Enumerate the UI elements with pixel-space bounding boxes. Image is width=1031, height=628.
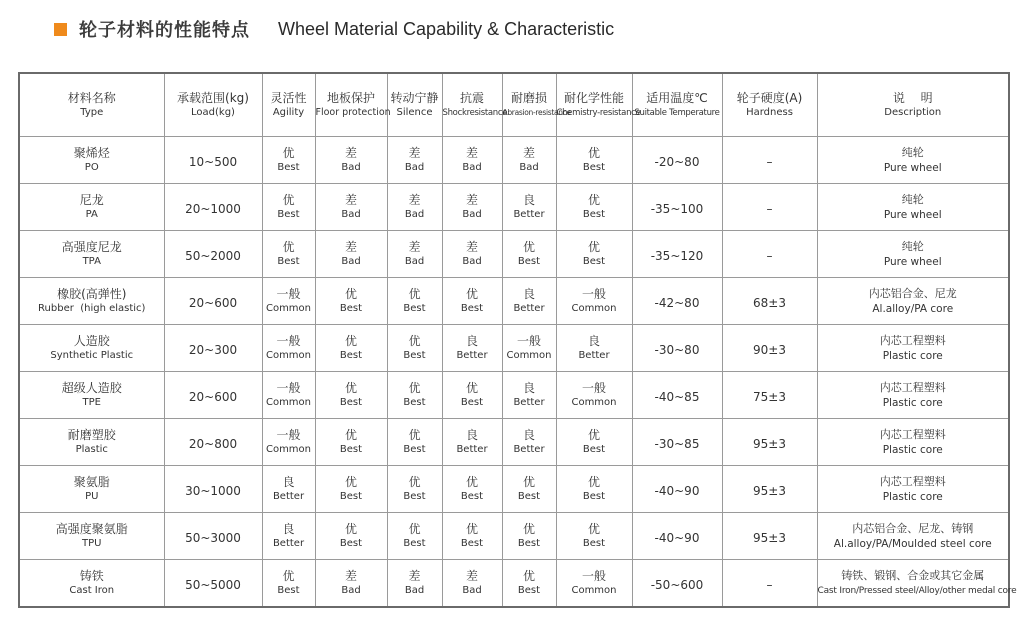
cell-description: 铸铁、锻钢、合金或其它金属 Cast Iron/Pressed steel/Alloy/other medal core <box>817 560 1009 608</box>
cell-chemistry: 良 Better <box>556 325 632 372</box>
cell-type: 聚氨脂 PU <box>19 466 164 513</box>
header-load: 承载范围(kg) Load(kg) <box>164 73 262 137</box>
cell-shock: 优 Best <box>442 278 502 325</box>
cell-agility: 一般 Common <box>262 325 315 372</box>
cell-agility: 一般 Common <box>262 278 315 325</box>
table-row <box>19 513 1009 560</box>
cell-load: 20~600 <box>164 372 262 419</box>
cell-agility: 一般 Common <box>262 419 315 466</box>
cell-agility: 良 Better <box>262 466 315 513</box>
header-temperature: 适用温度℃ Suitable Temperature <box>632 73 722 137</box>
cell-shock: 良 Better <box>442 325 502 372</box>
cell-abrasion: 优 Best <box>502 466 556 513</box>
cell-hardness: – <box>722 137 817 184</box>
cell-shock: 良 Better <box>442 419 502 466</box>
cell-description: 内芯铝合金、尼龙 Al.alloy/PA core <box>817 278 1009 325</box>
cell-description: 内芯工程塑料 Plastic core <box>817 466 1009 513</box>
header-silence: 转动宁静 Silence <box>387 73 442 137</box>
cell-silence: 优 Best <box>387 419 442 466</box>
cell-hardness: 68±3 <box>722 278 817 325</box>
cell-floor: 差 Bad <box>315 184 387 231</box>
cell-temperature: -40~90 <box>632 466 722 513</box>
cell-temperature: -35~120 <box>632 231 722 278</box>
cell-temperature: -20~80 <box>632 137 722 184</box>
cell-abrasion: 良 Better <box>502 184 556 231</box>
page-title-bar <box>54 16 614 42</box>
cell-type: 尼龙 PA <box>19 184 164 231</box>
cell-silence: 优 Best <box>387 278 442 325</box>
cell-shock: 差 Bad <box>442 137 502 184</box>
cell-load: 20~800 <box>164 419 262 466</box>
cell-description: 内芯工程塑料 Plastic core <box>817 325 1009 372</box>
cell-type: 高强度聚氨脂 TPU <box>19 513 164 560</box>
header-description: 说 明 Description <box>817 73 1009 137</box>
cell-chemistry: 一般 Common <box>556 560 632 608</box>
cell-load: 20~600 <box>164 278 262 325</box>
cell-load: 50~5000 <box>164 560 262 608</box>
cell-temperature: -40~85 <box>632 372 722 419</box>
cell-load: 20~300 <box>164 325 262 372</box>
cell-floor: 优 Best <box>315 325 387 372</box>
cell-chemistry: 优 Best <box>556 466 632 513</box>
table-row <box>19 419 1009 466</box>
table-row <box>19 560 1009 608</box>
cell-type: 超级人造胶 TPE <box>19 372 164 419</box>
cell-hardness: – <box>722 560 817 608</box>
cell-floor: 优 Best <box>315 466 387 513</box>
cell-chemistry: 优 Best <box>556 231 632 278</box>
cell-temperature: -35~100 <box>632 184 722 231</box>
material-table <box>18 72 1017 608</box>
table-row <box>19 466 1009 513</box>
cell-description: 内芯铝合金、尼龙、铸钢 Al.alloy/PA/Moulded steel core <box>817 513 1009 560</box>
cell-hardness: – <box>722 231 817 278</box>
cell-description: 纯轮 Pure wheel <box>817 184 1009 231</box>
cell-hardness: 75±3 <box>722 372 817 419</box>
cell-shock: 差 Bad <box>442 184 502 231</box>
cell-floor: 优 Best <box>315 372 387 419</box>
header-floor: 地板保护 Floor protection <box>315 73 387 137</box>
table-row <box>19 137 1009 184</box>
cell-load: 10~500 <box>164 137 262 184</box>
cell-temperature: -42~80 <box>632 278 722 325</box>
cell-floor: 差 Bad <box>315 231 387 278</box>
cell-type: 铸铁 Cast Iron <box>19 560 164 608</box>
cell-load: 50~3000 <box>164 513 262 560</box>
table-row <box>19 231 1009 278</box>
cell-floor: 差 Bad <box>315 137 387 184</box>
header-shock: 抗震 Shockresistance <box>442 73 502 137</box>
cell-floor: 差 Bad <box>315 560 387 608</box>
cell-silence: 差 Bad <box>387 137 442 184</box>
cell-silence: 优 Best <box>387 466 442 513</box>
cell-hardness: 90±3 <box>722 325 817 372</box>
cell-silence: 优 Best <box>387 372 442 419</box>
header-agility: 灵活性 Agility <box>262 73 315 137</box>
table-row <box>19 184 1009 231</box>
cell-chemistry: 一般 Common <box>556 278 632 325</box>
cell-abrasion: 优 Best <box>502 560 556 608</box>
cell-hardness: 95±3 <box>722 513 817 560</box>
cell-shock: 优 Best <box>442 466 502 513</box>
cell-silence: 优 Best <box>387 513 442 560</box>
cell-type: 耐磨塑胶 Plastic <box>19 419 164 466</box>
cell-temperature: -30~85 <box>632 419 722 466</box>
cell-hardness: 95±3 <box>722 466 817 513</box>
cell-abrasion: 良 Better <box>502 278 556 325</box>
cell-floor: 优 Best <box>315 513 387 560</box>
table-row <box>19 372 1009 419</box>
cell-silence: 优 Best <box>387 325 442 372</box>
cell-agility: 优 Best <box>262 560 315 608</box>
table-row <box>19 278 1009 325</box>
cell-type: 人造胶 Synthetic Plastic <box>19 325 164 372</box>
cell-abrasion: 一般 Common <box>502 325 556 372</box>
cell-description: 内芯工程塑料 Plastic core <box>817 419 1009 466</box>
cell-type: 高强度尼龙 TPA <box>19 231 164 278</box>
header-type: 材料名称 Type <box>19 73 164 137</box>
cell-agility: 一般 Common <box>262 372 315 419</box>
cell-load: 50~2000 <box>164 231 262 278</box>
cell-chemistry: 优 Best <box>556 137 632 184</box>
cell-chemistry: 一般 Common <box>556 372 632 419</box>
cell-type: 橡胶(高弹性) Rubber (high elastic) <box>19 278 164 325</box>
cell-abrasion: 优 Best <box>502 231 556 278</box>
cell-shock: 优 Best <box>442 513 502 560</box>
cell-temperature: -50~600 <box>632 560 722 608</box>
cell-abrasion: 良 Better <box>502 372 556 419</box>
cell-description: 纯轮 Pure wheel <box>817 137 1009 184</box>
cell-temperature: -40~90 <box>632 513 722 560</box>
cell-temperature: -30~80 <box>632 325 722 372</box>
cell-shock: 优 Best <box>442 372 502 419</box>
cell-abrasion: 良 Better <box>502 419 556 466</box>
cell-floor: 优 Best <box>315 278 387 325</box>
cell-shock: 差 Bad <box>442 560 502 608</box>
cell-chemistry: 优 Best <box>556 184 632 231</box>
cell-description: 内芯工程塑料 Plastic core <box>817 372 1009 419</box>
header-abrasion: 耐磨损 Abrasion-resistance <box>502 73 556 137</box>
page-title-en: Wheel Material Capability & Characteristic <box>278 18 615 39</box>
cell-silence: 差 Bad <box>387 560 442 608</box>
cell-agility: 优 Best <box>262 137 315 184</box>
table-header-row <box>19 73 1009 137</box>
cell-shock: 差 Bad <box>442 231 502 278</box>
title-square-icon <box>54 23 67 36</box>
header-hardness: 轮子硬度(A) Hardness <box>722 73 817 137</box>
cell-abrasion: 优 Best <box>502 513 556 560</box>
cell-load: 30~1000 <box>164 466 262 513</box>
cell-description: 纯轮 Pure wheel <box>817 231 1009 278</box>
table-row <box>19 325 1009 372</box>
cell-agility: 良 Better <box>262 513 315 560</box>
cell-hardness: 95±3 <box>722 419 817 466</box>
cell-hardness: – <box>722 184 817 231</box>
cell-abrasion: 差 Bad <box>502 137 556 184</box>
cell-chemistry: 优 Best <box>556 419 632 466</box>
cell-chemistry: 优 Best <box>556 513 632 560</box>
cell-agility: 优 Best <box>262 184 315 231</box>
cell-silence: 差 Bad <box>387 184 442 231</box>
cell-agility: 优 Best <box>262 231 315 278</box>
cell-floor: 优 Best <box>315 419 387 466</box>
cell-silence: 差 Bad <box>387 231 442 278</box>
cell-type: 聚烯烃 PO <box>19 137 164 184</box>
header-chemistry: 耐化学性能 Chemistry-resistance <box>556 73 632 137</box>
cell-load: 20~1000 <box>164 184 262 231</box>
page-title-cn: 轮子材料的性能特点 <box>79 20 250 41</box>
